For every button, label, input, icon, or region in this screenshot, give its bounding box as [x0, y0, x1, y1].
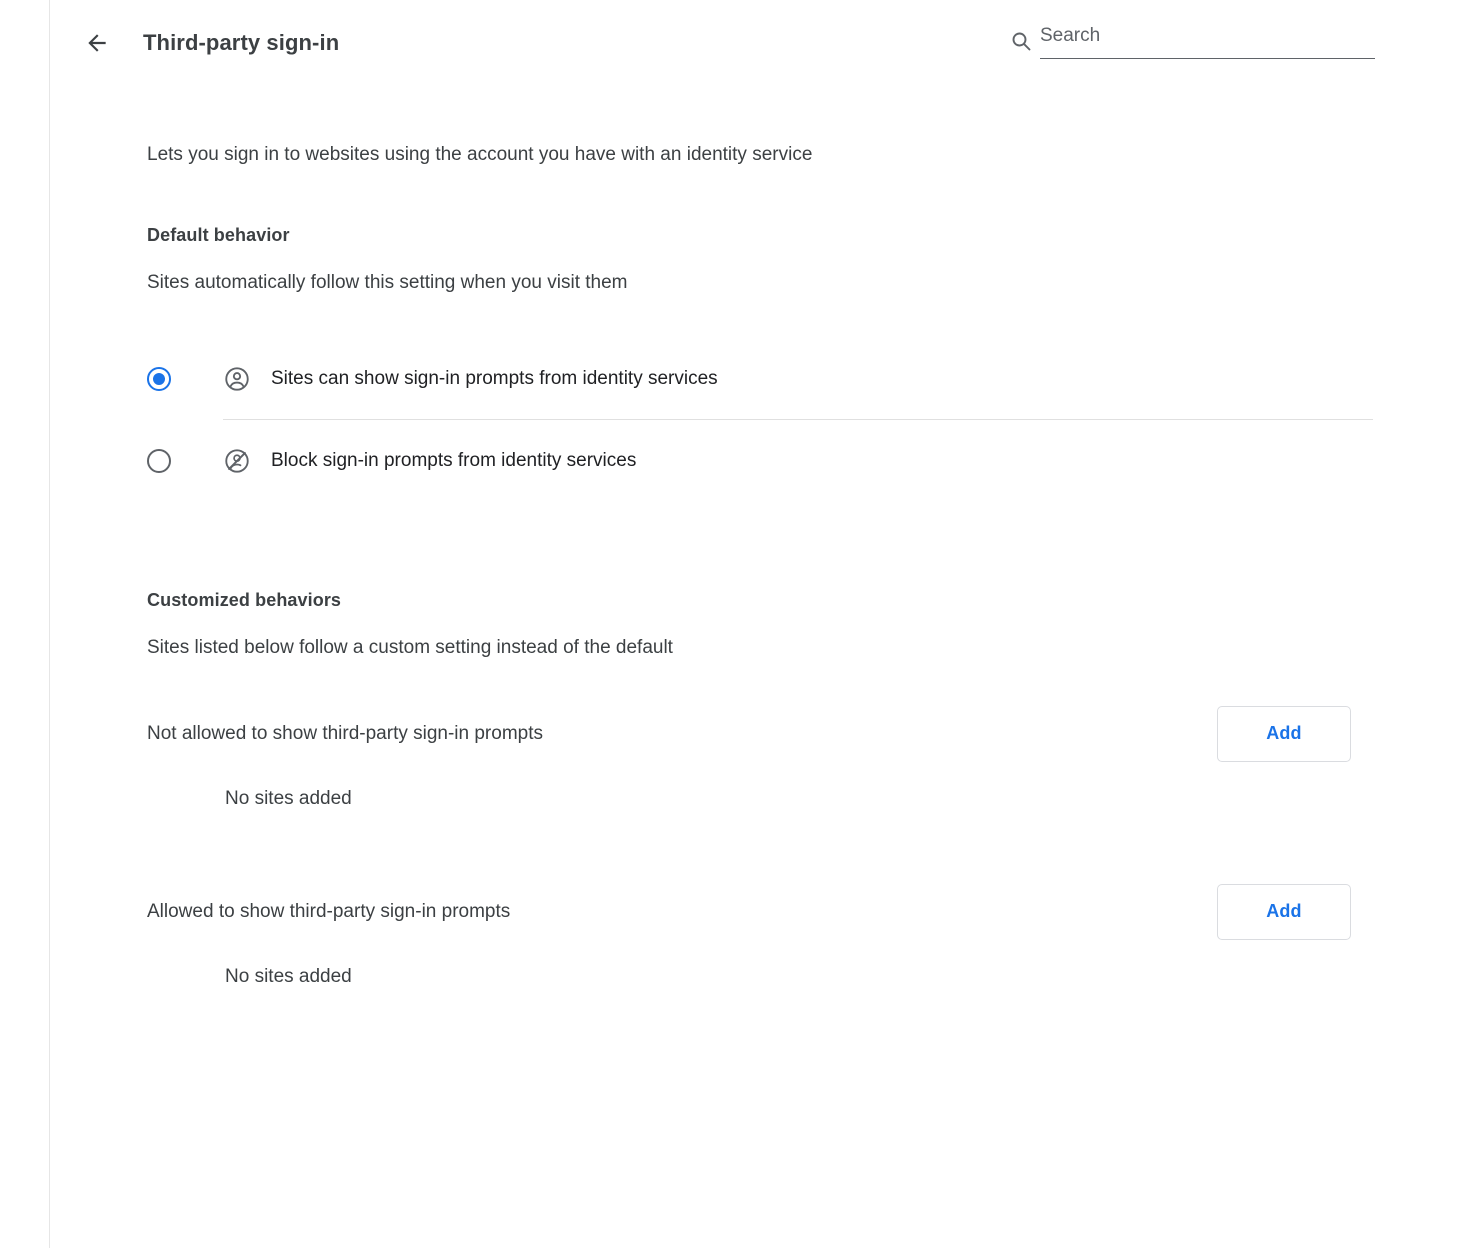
- customized-behaviors-subtitle: Sites listed below follow a custom setting instead of the default: [147, 637, 673, 659]
- page-title: Third-party sign-in: [143, 30, 340, 55]
- arrow-back-icon: [84, 30, 110, 56]
- add-allowed-button[interactable]: Add: [1217, 884, 1351, 940]
- page-right-gutter: [1397, 0, 1472, 1248]
- search-icon: [1009, 29, 1033, 53]
- add-not-allowed-button[interactable]: Add: [1217, 706, 1351, 762]
- radio-option-allow[interactable]: [147, 338, 1373, 420]
- customized-behaviors-header: [75, 590, 1373, 662]
- page-body: [51, 142, 1397, 988]
- radio-option-allow-label: Sites can show sign-in prompts from identity services: [271, 367, 718, 389]
- group-allowed-empty: No sites added: [225, 965, 352, 987]
- settings-content: [51, 0, 1397, 1248]
- radio-button-block[interactable]: [147, 449, 171, 473]
- radio-option-block[interactable]: [147, 420, 1373, 502]
- customized-behaviors-title: Customized behaviors: [147, 590, 342, 611]
- intro-description: Lets you sign in to websites using the account you have with an identity service: [147, 144, 813, 165]
- page-left-gutter: [0, 0, 50, 1248]
- radio-button-allow[interactable]: [147, 367, 171, 391]
- search-input[interactable]: [1040, 22, 1375, 59]
- group-not-allowed-label: Not allowed to show third-party sign-in prompts: [147, 722, 544, 744]
- account-circle-icon: [223, 365, 251, 393]
- group-allowed-label: Allowed to show third-party sign-in prompts: [147, 900, 511, 922]
- account-circle-blocked-icon: [223, 447, 251, 475]
- back-button[interactable]: [75, 21, 119, 65]
- group-not-allowed-empty: No sites added: [225, 787, 352, 809]
- default-behavior-options: [75, 338, 1373, 502]
- default-behavior-title: Default behavior: [147, 224, 290, 245]
- default-behavior-subtitle: Sites automatically follow this setting when you visit them: [147, 271, 628, 293]
- page-header: [51, 0, 1397, 86]
- radio-option-block-label: Block sign-in prompts from identity services: [271, 449, 637, 471]
- group-not-allowed: [147, 702, 1351, 766]
- group-allowed: [147, 880, 1351, 944]
- search-box: [1009, 22, 1375, 59]
